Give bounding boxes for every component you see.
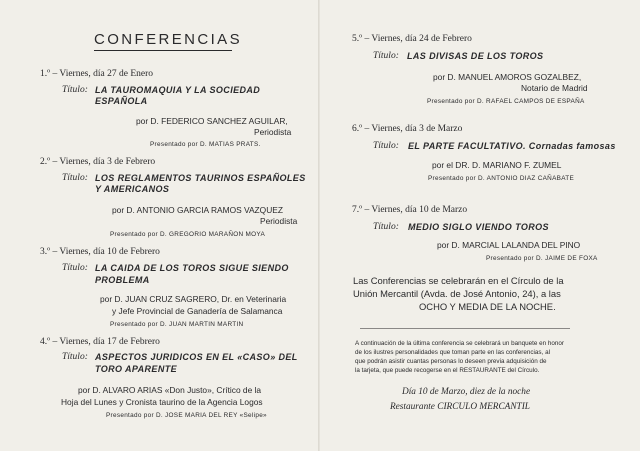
lecture-3-speaker-1: por D. JUAN CRUZ SAGRERO, Dr. en Veterinaria bbox=[100, 294, 287, 304]
lecture-1-topic-1: LA TAUROMAQUIA Y LA SOCIEDAD bbox=[95, 85, 261, 95]
left-page bbox=[0, 0, 316, 451]
lecture-6-topic-1: EL PARTE FACULTATIVO. Cornadas famosas bbox=[408, 141, 616, 151]
lecture-5-date: 5.º – Viernes, día 24 de Febrero bbox=[352, 34, 472, 44]
lecture-4-title-label: Título: bbox=[62, 352, 88, 362]
lecture-2-date: 2.º – Viernes, día 3 de Febrero bbox=[40, 157, 156, 167]
lecture-3-speaker-2: y Jefe Provincial de Ganadería de Salamanca bbox=[112, 306, 283, 316]
lecture-6-speaker-1: por el DR. D. MARIANO F. ZUMEL bbox=[432, 160, 562, 170]
lecture-1-date: 1.º – Viernes, día 27 de Enero bbox=[40, 69, 154, 79]
banquet-note-line-1: A continuación de la última conferencia se celebrará un banquete en honor bbox=[355, 340, 564, 347]
lecture-3-date: 3.º – Viernes, día 10 de Febrero bbox=[40, 247, 160, 257]
lecture-4-topic-1: ASPECTOS JURIDICOS EN EL «CASO» DEL bbox=[95, 352, 298, 362]
lecture-2-title-label: Título: bbox=[62, 173, 88, 183]
lecture-4-speaker-1: por D. ALVARO ARIAS «Don Justo», Crítico de la bbox=[78, 385, 262, 395]
venue-line-3: OCHO Y MEDIA DE LA NOCHE. bbox=[419, 301, 556, 312]
page-title: CONFERENCIAS bbox=[94, 31, 242, 48]
lecture-1-speaker-2: Periodista bbox=[254, 127, 292, 137]
title-underline bbox=[94, 50, 232, 51]
lecture-5-speaker-1: por D. MANUEL AMOROS GOZALBEZ, bbox=[433, 72, 582, 82]
lecture-6-title-label: Título: bbox=[373, 141, 399, 151]
lecture-2-speaker-2: Periodista bbox=[260, 216, 298, 226]
banquet-note-line-3: que podrán asistir cuantas personas lo deseen previa adquisición de bbox=[355, 358, 547, 365]
venue-line-1: Las Conferencias se celebrarán en el Círculo de la bbox=[353, 275, 564, 286]
lecture-7-presenter: Presentado por D. JAIME DE FOXA bbox=[486, 255, 598, 262]
banquet-date: Día 10 de Marzo, diez de la noche bbox=[402, 387, 531, 397]
lecture-5-title-label: Título: bbox=[373, 51, 399, 61]
lecture-1-title-label: Título: bbox=[62, 85, 88, 95]
lecture-7-speaker-1: por D. MARCIAL LALANDA DEL PINO bbox=[437, 240, 581, 250]
lecture-2-topic-1: LOS REGLAMENTOS TAURINOS ESPAÑOLES bbox=[95, 173, 306, 183]
lecture-4-date: 4.º – Viernes, día 17 de Febrero bbox=[40, 337, 160, 347]
lecture-5-speaker-2: Notario de Madrid bbox=[521, 83, 588, 93]
lecture-3-topic-1: LA CAIDA DE LOS TOROS SIGUE SIENDO bbox=[95, 263, 289, 273]
page-fold bbox=[318, 0, 320, 451]
lecture-2-topic-2: Y AMERICANOS bbox=[95, 184, 170, 194]
banquet-note-line-4: la tarjeta, que puede recogerse en el RESTAURANTE del Círculo. bbox=[355, 367, 540, 374]
lecture-3-presenter: Presentado por D. JUAN MARTIN MARTIN bbox=[110, 321, 244, 328]
lecture-1-topic-2: ESPAÑOLA bbox=[95, 96, 148, 106]
lecture-3-topic-2: PROBLEMA bbox=[95, 275, 150, 285]
right-page bbox=[322, 0, 640, 451]
separator-rule bbox=[360, 328, 570, 329]
lecture-2-speaker-1: por D. ANTONIO GARCIA RAMOS VAZQUEZ bbox=[112, 205, 283, 215]
lecture-4-presenter: Presentado por D. JOSE MARIA DEL REY «Selipe» bbox=[106, 412, 267, 419]
lecture-1-presenter: Presentado por D. MATIAS PRATS. bbox=[150, 141, 261, 148]
banquet-venue: Restaurante CIRCULO MERCANTIL bbox=[390, 402, 530, 412]
lecture-5-topic-1: LAS DIVISAS DE LOS TOROS bbox=[407, 51, 544, 61]
lecture-7-date: 7.º – Viernes, día 10 de Marzo bbox=[352, 205, 468, 215]
lecture-7-title-label: Título: bbox=[373, 222, 399, 232]
lecture-6-date: 6.º – Viernes, día 3 de Marzo bbox=[352, 124, 463, 134]
lecture-3-title-label: Título: bbox=[62, 263, 88, 273]
lecture-1-speaker-1: por D. FEDERICO SANCHEZ AGUILAR, bbox=[136, 116, 288, 126]
banquet-note-line-2: de los ilustres personalidades que toman parte en las conferencias, al bbox=[355, 349, 550, 356]
lecture-7-topic-1: MEDIO SIGLO VIENDO TOROS bbox=[408, 222, 549, 232]
venue-line-2: Unión Mercantil (Avda. de José Antonio, 24), a las bbox=[353, 288, 561, 299]
lecture-2-presenter: Presentado por D. GREGORIO MARAÑON MOYA bbox=[110, 231, 266, 238]
lecture-6-presenter: Presentado por D. ANTONIO DIAZ CAÑABATE bbox=[428, 175, 575, 182]
lecture-5-presenter: Presentado por D. RAFAEL CAMPOS DE ESPAÑA bbox=[427, 98, 585, 105]
lecture-4-speaker-2: Hoja del Lunes y Cronista taurino de la Agencia Logos bbox=[61, 397, 263, 407]
lecture-4-topic-2: TORO APARENTE bbox=[95, 364, 178, 374]
